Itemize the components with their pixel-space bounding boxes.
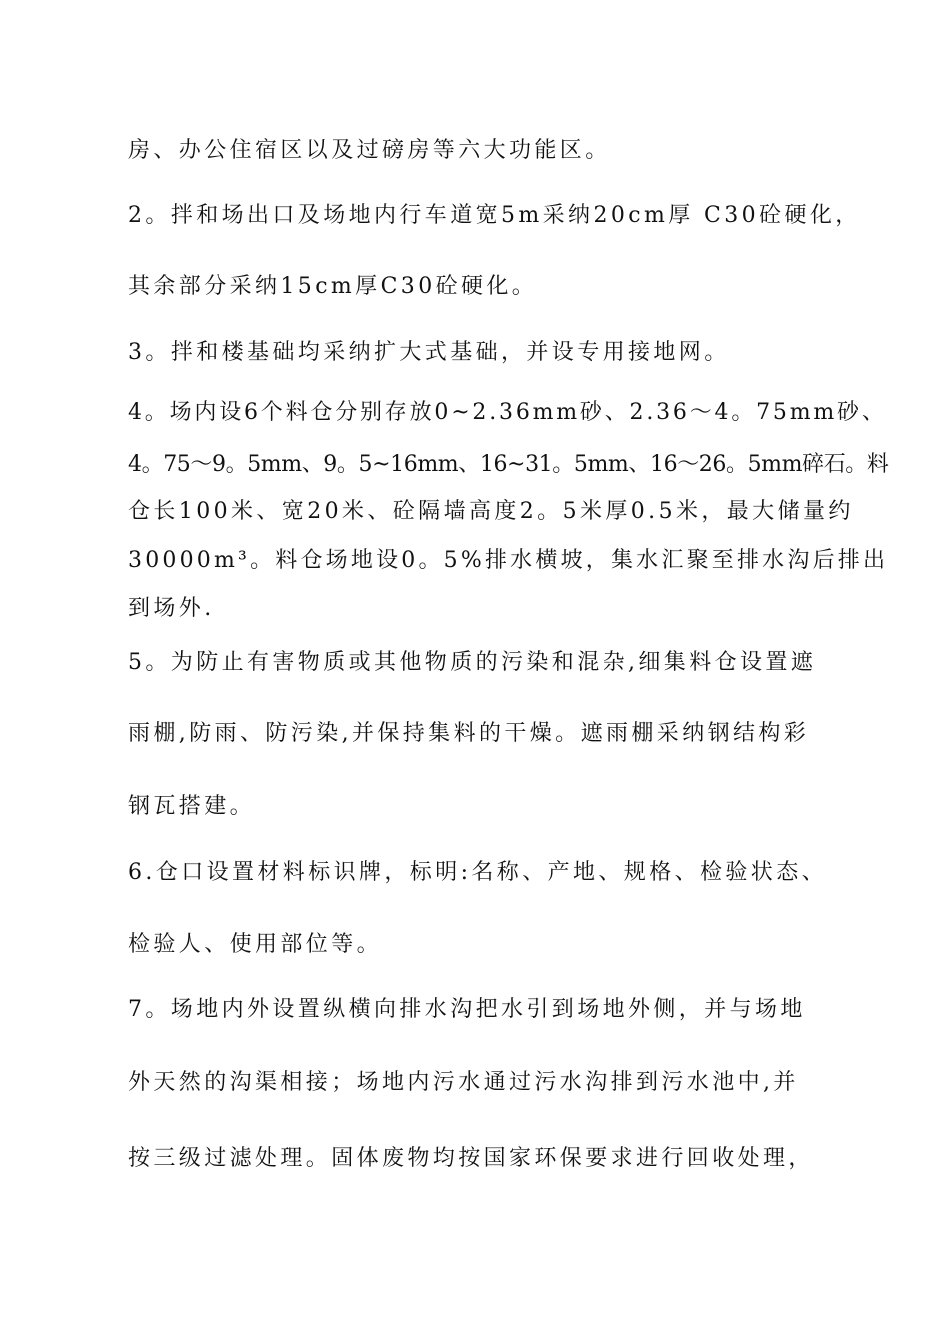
text-line: 检验人、使用部位等。 — [128, 932, 383, 957]
text-line: 4。75～9。5mm、9。5~16mm、16~31。5mm、16～26。5mm碎石。料 — [128, 452, 889, 477]
text-line: 到场外. — [128, 596, 215, 621]
text-line: 7。场地内外设置纵横向排水沟把水引到场地外侧，并与场地 — [128, 997, 806, 1022]
text-line: 按三级过滤处理。固体废物均按国家环保要求进行回收处理， — [128, 1146, 814, 1171]
text-line: 30000m³。料仓场地设0。5%排水横坡，集水汇聚至排水沟后排出 — [128, 548, 889, 573]
text-line: 房、办公住宿区以及过磅房等六大功能区。 — [128, 138, 611, 163]
text-line: 3。拌和楼基础均采纳扩大式基础，并设专用接地网。 — [128, 340, 730, 365]
text-line: 钢瓦搭建。 — [128, 794, 256, 819]
text-line: 4。场内设6个料仓分别存放0~2.36mm砂、2.36～4。75mm砂、 — [128, 400, 887, 425]
text-line: 2。拌和场出口及场地内行车道宽5m采纳20cm厚 C30砼硬化， — [128, 203, 861, 228]
text-line: 其余部分采纳15cm厚C30砼硬化。 — [128, 274, 538, 299]
text-line: 6.仓口设置材料标识牌，标明:名称、产地、规格、检验状态、 — [128, 860, 828, 885]
text-line: 雨棚,防雨、防污染,并保持集料的干燥。遮雨棚采纳钢结构彩 — [128, 721, 810, 746]
text-line: 仓长100米、宽20米、砼隔墙高度2。5米厚0.5米，最大储量约 — [128, 499, 854, 524]
text-line: 外天然的沟渠相接；场地内污水通过污水沟排到污水池中,并 — [128, 1070, 799, 1095]
text-line: 5。为防止有害物质或其他物质的污染和混杂,细集料仓设置遮 — [128, 650, 817, 675]
